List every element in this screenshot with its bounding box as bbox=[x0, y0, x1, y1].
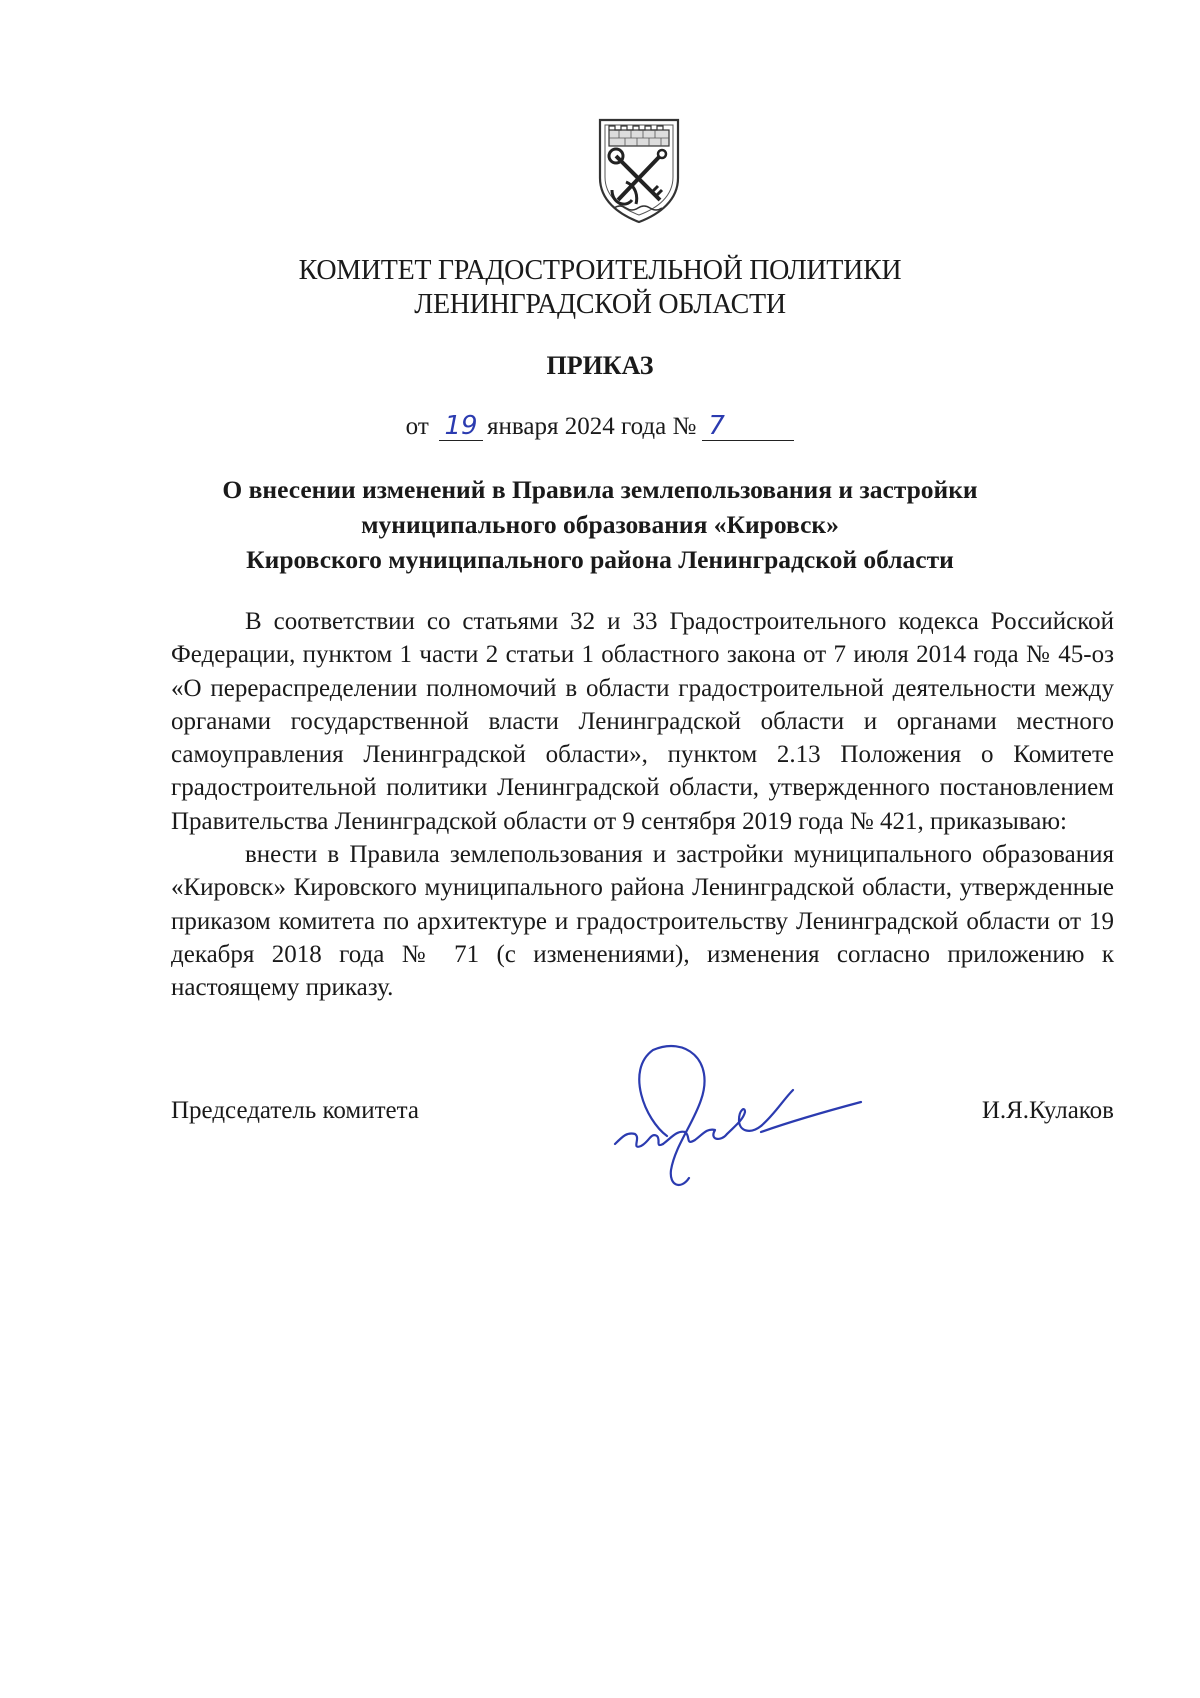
issuing-authority-line1: КОМИТЕТ ГРАДОСТРОИТЕЛЬНОЙ ПОЛИТИКИ bbox=[298, 255, 902, 286]
subject-line3: Кировского муниципального района Ленинградской области bbox=[246, 545, 954, 574]
date-number-line bbox=[0, 411, 1200, 443]
body-paragraph-order: внести в Правила землепользования и застройки муниципального образования «Кировск» Кировского муниципального района Ленинградской области, утвержденные приказом комитета по архитектуре и градостроительству Ленинградской области от 19 декабря 2018 года № 71 (с изменениями), изменения согласно приложению к настоящему приказу. bbox=[171, 841, 1114, 1002]
document-type-title: ПРИКАЗ bbox=[546, 351, 654, 380]
signature-block bbox=[171, 1094, 1114, 1134]
body-paragraph-basis: В соответствии со статьями 32 и 33 Градостроительного кодекса Российской Федерации, пунктом 1 части 2 статьи 1 областного закона от 7 июля 2014 года № 45-оз «О перераспределении полномочий в области градостроительной деятельности между органами государственной власти Ленинградской области и органами местного самоуправления Ленинградской области», пунктом 2.13 Положения о Комитете градостроительной политики Ленинградской области, утвержденного постановлением Правительства Ленинградской области от 9 сентября 2019 года № 421, приказываю: bbox=[171, 608, 1114, 835]
issuing-authority-line2: ЛЕНИНГРАДСКОЙ ОБЛАСТИ bbox=[414, 289, 786, 320]
handwritten-day: 19 bbox=[439, 412, 483, 441]
date-month-year: января 2024 года № bbox=[487, 413, 697, 440]
handwritten-order-number: 7 bbox=[702, 412, 794, 441]
coat-of-arms-icon bbox=[596, 116, 682, 224]
date-prefix: от bbox=[405, 413, 429, 440]
document-body bbox=[171, 605, 1114, 1005]
signatory-name: И.Я.Кулаков bbox=[981, 1097, 1114, 1124]
subject-line1: О внесении изменений в Правила землепользования и застройки bbox=[222, 475, 978, 504]
document-subject bbox=[0, 472, 1200, 577]
subject-line2: муниципального образования «Кировск» bbox=[361, 510, 839, 539]
signatory-role: Председатель комитета bbox=[171, 1097, 419, 1124]
